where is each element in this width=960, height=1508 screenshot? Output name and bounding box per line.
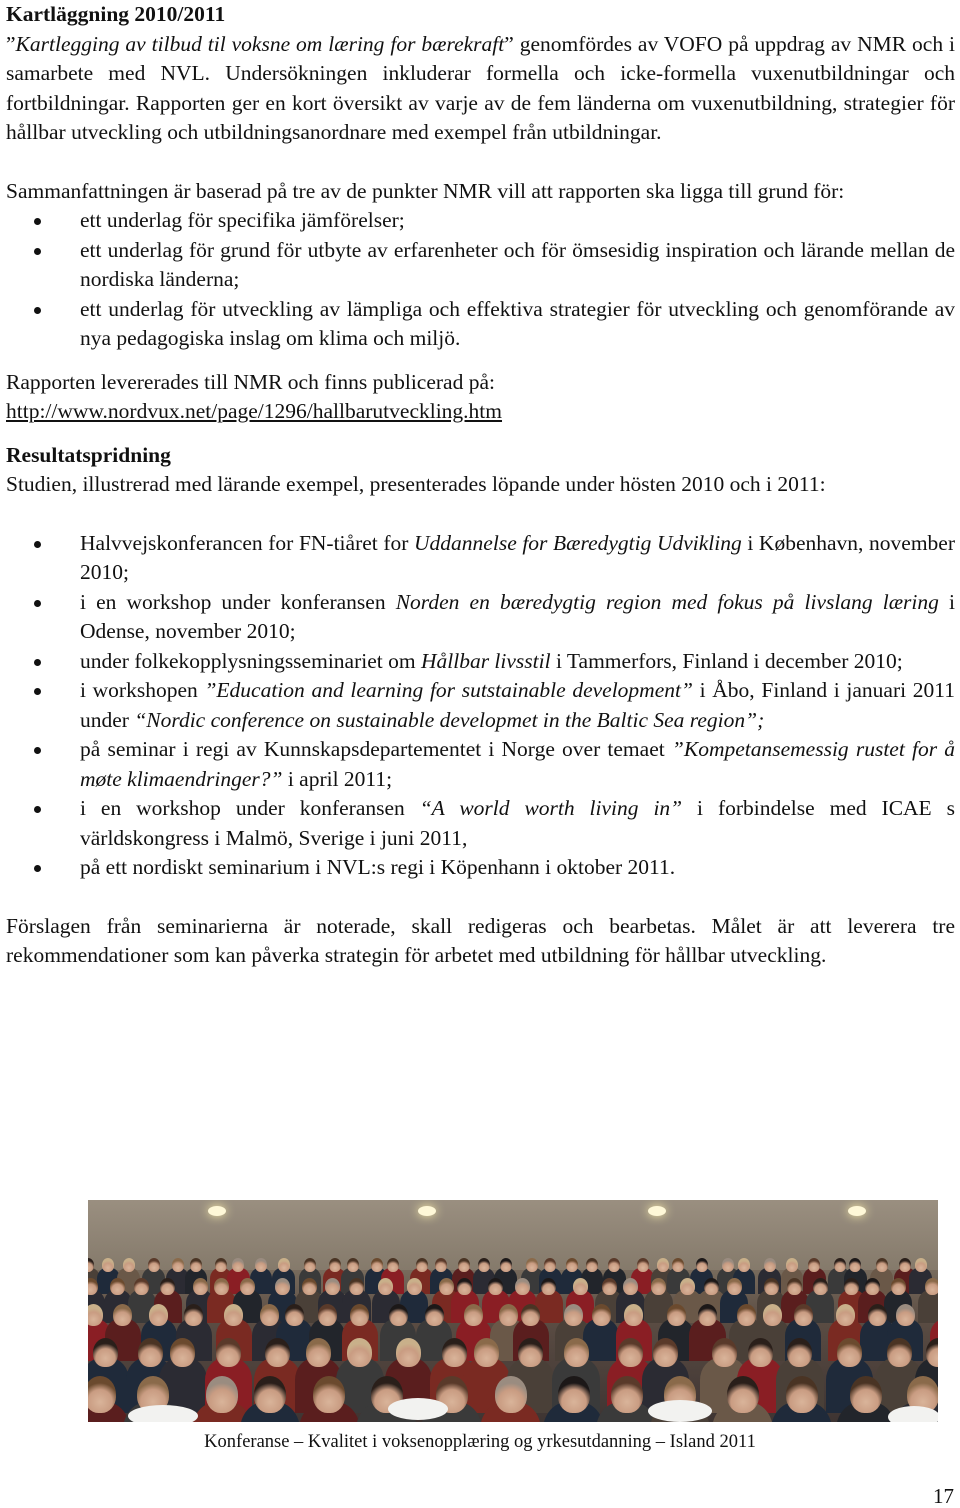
attendee-head bbox=[592, 1304, 611, 1326]
list-item-text: i en workshop under konferansen bbox=[80, 589, 396, 614]
list-item-text: i en workshop under konferansen bbox=[80, 796, 420, 820]
list-item-text: på seminar i regi av Kunnskapsdepartementet i Norge over temaet bbox=[80, 737, 672, 761]
closing-paragraph: Förslagen från seminarierna är noterade, skall redigeras och bearbetas. Målet är att leverera tre rekommendationer som kan påverka strategin för arbetet med utbildning för hållbar utveckling. bbox=[6, 913, 955, 967]
attendee-head bbox=[172, 1258, 184, 1272]
intro-paragraph bbox=[6, 30, 955, 148]
attendee-head bbox=[623, 1278, 638, 1295]
attendee-head bbox=[876, 1258, 888, 1272]
list-item bbox=[6, 206, 955, 236]
attendee-head bbox=[371, 1258, 383, 1272]
attendee-head bbox=[564, 1304, 583, 1326]
attendee-head bbox=[495, 1376, 527, 1413]
table-icon bbox=[888, 1406, 938, 1422]
attendee-head bbox=[350, 1304, 369, 1326]
attendee-head bbox=[318, 1304, 337, 1326]
list-item bbox=[6, 676, 955, 735]
attendee-head bbox=[349, 1278, 364, 1295]
attendee-head bbox=[786, 1376, 818, 1413]
list-item-italic: Norden en bæredygtig region med fokus på livslang læring bbox=[395, 589, 939, 614]
attendee-head bbox=[834, 1258, 846, 1272]
attendee-head bbox=[521, 1304, 540, 1326]
list-item-text: på ett nordiskt seminarium i NVL:s regi i Köpenhann i oktober 2011. bbox=[80, 855, 676, 879]
attendee-head bbox=[515, 1278, 530, 1295]
attendee-head bbox=[389, 1304, 408, 1326]
attendee-head bbox=[544, 1258, 556, 1272]
attendee-head bbox=[425, 1304, 444, 1326]
attendee-head bbox=[608, 1258, 620, 1272]
attendee-head bbox=[896, 1304, 915, 1326]
attendee-head bbox=[347, 1338, 372, 1367]
list-item bbox=[6, 295, 955, 354]
attendee-head bbox=[265, 1338, 290, 1367]
attendee-head bbox=[275, 1278, 290, 1295]
attendee-head bbox=[113, 1304, 132, 1326]
attendee-head bbox=[602, 1278, 617, 1295]
attendee-head bbox=[435, 1258, 447, 1272]
attendee-head bbox=[260, 1304, 279, 1326]
list-item-italic: “A world worth living in” bbox=[419, 796, 683, 820]
table-icon bbox=[388, 1398, 448, 1420]
attendee-head bbox=[325, 1278, 340, 1295]
attendee-head bbox=[278, 1258, 290, 1272]
attendee-head bbox=[837, 1338, 862, 1367]
summary-bullet-list bbox=[6, 206, 955, 354]
attendee-head bbox=[737, 1304, 756, 1326]
attendee-head bbox=[887, 1338, 912, 1367]
list-item-text: i København, november 2010; bbox=[80, 530, 955, 584]
attendee-head bbox=[849, 1258, 861, 1272]
attendee-head bbox=[255, 1258, 267, 1272]
attendee-head bbox=[651, 1278, 666, 1295]
report-link[interactable]: http://www.nordvux.net/page/1296/hallbarutveckling.htm bbox=[6, 399, 503, 423]
attendee-head bbox=[478, 1258, 490, 1272]
attendee-head bbox=[891, 1278, 906, 1295]
attendee-head bbox=[232, 1258, 244, 1272]
list-item-text: i april 2011; bbox=[282, 766, 393, 791]
attendee-head bbox=[148, 1258, 160, 1272]
attendee-head bbox=[216, 1338, 241, 1367]
attendee-head bbox=[727, 1278, 742, 1295]
attendee-body bbox=[918, 1290, 938, 1323]
ceiling-light-icon bbox=[208, 1206, 226, 1216]
attendee-head bbox=[850, 1376, 882, 1413]
attendee-head bbox=[306, 1338, 331, 1367]
attendee-head bbox=[457, 1278, 472, 1295]
list-item-text: i Odense, november 2010; bbox=[80, 589, 955, 643]
attendee-head bbox=[110, 1278, 125, 1295]
list-item-italic: Hållbar livsstil bbox=[420, 648, 551, 673]
attendee-head bbox=[347, 1258, 359, 1272]
attendee-head bbox=[526, 1258, 538, 1272]
list-item-text: Halvvejskonferancen for FN-tiåret for bbox=[80, 530, 415, 555]
attendee-head bbox=[518, 1338, 543, 1367]
list-item-italic: Uddannelse for Bæredygtig Udvikling bbox=[414, 530, 742, 555]
page-number: 17 bbox=[933, 1484, 954, 1508]
attendee-head bbox=[704, 1278, 719, 1295]
attendee-head bbox=[378, 1278, 393, 1295]
publication-paragraph: Rapporten levererades till NMR och finns publicerad på: bbox=[6, 369, 495, 394]
attendee-head bbox=[722, 1258, 734, 1272]
attendee-head bbox=[285, 1304, 304, 1326]
attendee-head bbox=[304, 1258, 316, 1272]
attendee-head bbox=[439, 1278, 454, 1295]
list-item bbox=[6, 647, 955, 677]
attendee-head bbox=[387, 1258, 399, 1272]
ceiling-light-icon bbox=[648, 1206, 666, 1216]
attendee-head bbox=[763, 1304, 782, 1326]
attendee-head bbox=[474, 1338, 499, 1367]
attendee-head bbox=[764, 1258, 776, 1272]
attendee-head bbox=[808, 1258, 820, 1272]
attendee-head bbox=[637, 1258, 649, 1272]
attendee-head bbox=[573, 1278, 588, 1295]
attendee-head bbox=[696, 1258, 708, 1272]
list-item-text: i forbindelse med ICAE s världskongress i Malmö, Sverige i juni 2011, bbox=[80, 796, 955, 850]
attendee-head bbox=[698, 1304, 717, 1326]
attendee-head bbox=[836, 1304, 855, 1326]
attendee-head bbox=[458, 1258, 470, 1272]
list-item-italic: ”Education and learning for sutstainable development” bbox=[204, 678, 693, 702]
attendee-head bbox=[653, 1338, 678, 1367]
attendee-head bbox=[558, 1376, 590, 1413]
attendee-head bbox=[926, 1338, 938, 1367]
list-item-text: ett underlag för grund för utbyte av erfarenheter och för ömsesidig inspiration och lärande mellan de nordiska länderna; bbox=[80, 237, 955, 291]
list-item-text: i workshopen bbox=[80, 678, 205, 702]
attendee-head bbox=[240, 1278, 255, 1295]
photo-caption: Konferanse – Kvalitet i voksenopplæring og yrkesutdanning – Island 2011 bbox=[204, 1432, 756, 1452]
list-item bbox=[6, 794, 955, 853]
attendee-head bbox=[727, 1376, 759, 1413]
attendee-head bbox=[868, 1304, 887, 1326]
list-item bbox=[6, 735, 955, 794]
attendee-head bbox=[442, 1338, 467, 1367]
attendee-head bbox=[915, 1258, 927, 1272]
attendee-head bbox=[184, 1304, 203, 1326]
attendee-head bbox=[416, 1258, 428, 1272]
intro-paragraph-rest: ” genomfördes av VOFO på uppdrag av NMR och i samarbete med NVL. Undersökningen inkluderar formella och icke-formella vuxenutbildningar och fortbildningar. Rapporten ger en kort översikt av varje av de fem länderna om vuxenutbildning, strategier för hållbar utveckling och utbildningsanordnare med exempel från utbildningar. bbox=[6, 31, 955, 144]
attendee-head bbox=[464, 1304, 483, 1326]
list-item bbox=[6, 588, 955, 647]
attendee-head bbox=[302, 1278, 317, 1295]
attendee-head bbox=[680, 1278, 695, 1295]
conference-photo bbox=[88, 1200, 938, 1422]
attendee-head bbox=[657, 1258, 669, 1272]
attendee-head bbox=[138, 1338, 163, 1367]
list-item-text: i Tammerfors, Finland i december 2010; bbox=[550, 648, 903, 673]
attendee-head bbox=[396, 1338, 421, 1367]
attendee-head bbox=[407, 1278, 422, 1295]
attendee-head bbox=[566, 1258, 578, 1272]
attendee-head bbox=[149, 1304, 168, 1326]
table-icon bbox=[128, 1405, 198, 1422]
attendee-head bbox=[499, 1304, 518, 1326]
list-item-text: ett underlag för specifika jämförelser; bbox=[80, 208, 405, 232]
summary-paragraph: Sammanfattningen är baserad på tre av de punkter NMR vill att rapporten ska ligga till grund för: bbox=[6, 178, 845, 203]
attendee-head bbox=[586, 1258, 598, 1272]
list-item bbox=[6, 853, 955, 883]
attendee-head bbox=[899, 1258, 911, 1272]
attendee-head bbox=[787, 1338, 812, 1367]
dissemination-intro: Studien, illustrerad med lärande exempel, presenterades löpande under hösten 2010 och i 2011: bbox=[6, 472, 826, 496]
attendee-head bbox=[102, 1258, 114, 1272]
attendee-head bbox=[123, 1258, 135, 1272]
attendee-head bbox=[88, 1304, 103, 1326]
attendee-head bbox=[786, 1258, 798, 1272]
document-page bbox=[6, 0, 955, 971]
attendee-head bbox=[193, 1278, 208, 1295]
list-item-text: under folkekopplysningsseminariet om bbox=[80, 648, 421, 673]
attendee-head bbox=[672, 1258, 684, 1272]
attendee-head bbox=[214, 1278, 229, 1295]
attendee-head bbox=[93, 1338, 118, 1367]
attendee-head bbox=[925, 1278, 938, 1295]
quote-mark: ” bbox=[6, 31, 16, 56]
attendee-head bbox=[329, 1258, 341, 1272]
dissemination-bullet-list bbox=[6, 529, 955, 883]
attendee-head bbox=[500, 1258, 512, 1272]
attendee-head bbox=[564, 1338, 589, 1367]
list-item bbox=[6, 529, 955, 588]
attendee-head bbox=[813, 1278, 828, 1295]
attendee-head bbox=[712, 1338, 737, 1367]
list-item-text: i Åbo, Finland i januari 2011 under bbox=[80, 678, 955, 732]
attendee-head bbox=[618, 1338, 643, 1367]
attendee-head bbox=[206, 1376, 238, 1413]
table-icon bbox=[648, 1400, 712, 1422]
attendee-head bbox=[748, 1338, 773, 1367]
ceiling-light-icon bbox=[418, 1206, 436, 1216]
list-item-italic: “Nordic conference on sustainable developmet in the Baltic Sea region”; bbox=[134, 707, 765, 732]
attendee-head bbox=[190, 1258, 202, 1272]
attendee-head bbox=[764, 1278, 779, 1295]
section-heading-resultatspridning: Resultatspridning bbox=[6, 442, 171, 467]
attendee-head bbox=[611, 1376, 643, 1413]
attendee-head bbox=[787, 1278, 802, 1295]
attendee-head bbox=[170, 1338, 195, 1367]
attendee-head bbox=[88, 1376, 116, 1413]
attendee-head bbox=[624, 1304, 643, 1326]
section-heading-kartlaggning: Kartläggning 2010/2011 bbox=[6, 2, 226, 26]
ceiling-light-icon bbox=[848, 1206, 866, 1216]
attendee-head bbox=[313, 1376, 345, 1413]
attendee-head bbox=[254, 1376, 286, 1413]
attendee-head bbox=[224, 1304, 243, 1326]
attendee-head bbox=[738, 1258, 750, 1272]
attendee-head bbox=[794, 1304, 813, 1326]
list-item bbox=[6, 236, 955, 295]
list-item-text: ett underlag för utveckling av lämpliga och effektiva strategier för utveckling och genomförande av nya pedagogiska inslag om klima och miljö. bbox=[80, 296, 955, 350]
list-item-italic: ”Kompetansemessig rustet for å møte klimaendringer?” bbox=[80, 737, 955, 791]
attendee-head bbox=[667, 1304, 686, 1326]
attendee-head bbox=[865, 1278, 880, 1295]
attendee-head bbox=[215, 1258, 227, 1272]
report-title: Kartlegging av tilbud til voksne om læring for bærekraft bbox=[15, 31, 505, 56]
